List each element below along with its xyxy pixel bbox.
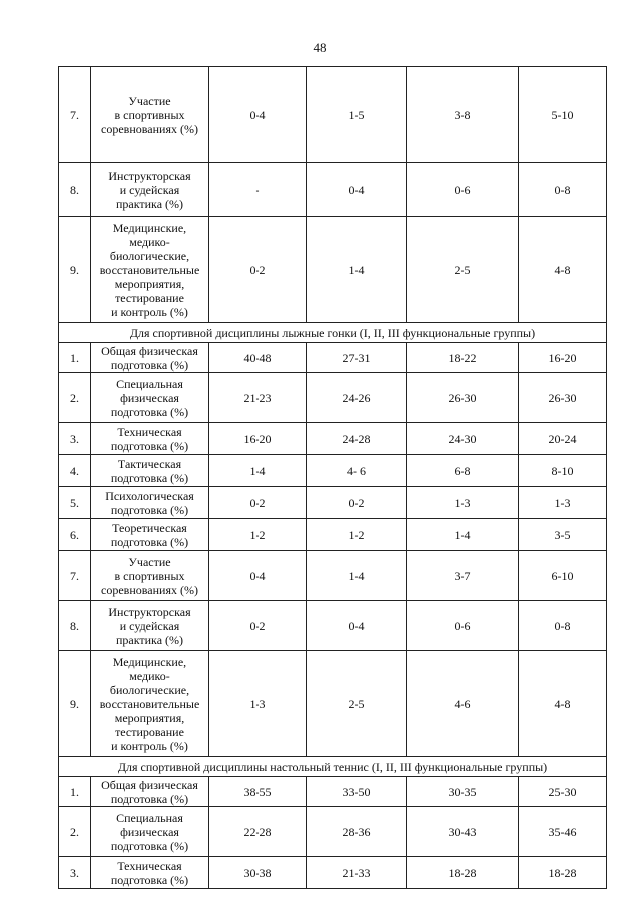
value-cell: 4- 6 [307,455,407,487]
row-label [91,777,209,807]
row-label [91,217,209,323]
row-label-line: соревнованиях (%) [101,582,198,597]
row-label-line: медико- [129,234,170,249]
value-cell: 0-4 [209,551,307,601]
row-label-line: соревнованиях (%) [101,121,198,136]
value-cell: 0-4 [307,163,407,217]
row-label-line: подготовка (%) [110,838,189,853]
value-cell: 5-10 [519,67,607,163]
value-cell: 1-2 [209,519,307,551]
value-cell: 38-55 [209,777,307,807]
value-cell: 0-4 [307,601,407,651]
section-header: Для спортивной дисциплины настольный теннис (I, II, III функциональные группы) [59,757,607,777]
value-cell: 0-2 [209,601,307,651]
row-number: 1. [59,343,91,373]
row-label-line: медико- [129,668,170,683]
row-label-line: Медицинские, [112,654,187,669]
row-label-line: и контроль (%) [111,304,188,319]
row-label-line: тестирование [115,290,184,305]
value-cell: 1-4 [407,519,519,551]
row-label-line: подготовка (%) [110,502,189,517]
value-cell: 16-20 [209,423,307,455]
row-label [91,373,209,423]
value-cell: 24-30 [407,423,519,455]
row-number: 4. [59,455,91,487]
table-row [59,455,607,487]
row-label-line: Специальная [116,810,183,825]
row-label-line: подготовка (%) [110,470,189,485]
value-cell: 3-7 [407,551,519,601]
value-cell: 18-28 [407,857,519,889]
row-label-line: Участие [128,554,171,569]
value-cell: 2-5 [307,651,407,757]
table-row [59,373,607,423]
table-row [59,857,607,889]
row-label-line: практика (%) [115,196,184,211]
row-label-line: Инструкторская [108,604,191,619]
row-label-line: в спортивных [114,568,185,583]
value-cell: 6-8 [407,455,519,487]
value-cell: 0-2 [209,217,307,323]
row-label-line: восстановительные [99,696,200,711]
section-header-row [59,757,607,777]
value-cell: 30-43 [407,807,519,857]
value-cell: 40-48 [209,343,307,373]
row-number: 9. [59,651,91,757]
row-label [91,343,209,373]
row-number: 8. [59,601,91,651]
value-cell: 25-30 [519,777,607,807]
table-row [59,423,607,455]
value-cell: 22-28 [209,807,307,857]
row-number: 7. [59,67,91,163]
table-row [59,651,607,757]
row-label-line: Медицинские, [112,220,187,235]
value-cell: 18-22 [407,343,519,373]
table-row [59,601,607,651]
value-cell: 1-2 [307,519,407,551]
row-number: 1. [59,777,91,807]
table-row [59,777,607,807]
row-label-line: подготовка (%) [110,357,189,372]
value-cell: 1-3 [519,487,607,519]
value-cell: 6-10 [519,551,607,601]
row-label-line: в спортивных [114,107,185,122]
row-label-line: Инструкторская [108,168,191,183]
value-cell: 30-35 [407,777,519,807]
row-label-line: Общая физическая [101,343,198,358]
value-cell: 3-8 [407,67,519,163]
row-label-line: Психологическая [105,488,194,503]
value-cell: 0-2 [307,487,407,519]
row-label-line: Участие [128,93,171,108]
value-cell: 33-50 [307,777,407,807]
row-label-line: тестирование [115,724,184,739]
value-cell: 8-10 [519,455,607,487]
row-label [91,807,209,857]
row-label-line: Техническая [117,858,182,873]
row-label-line: восстановительные [99,262,200,277]
page-number: 48 [313,40,327,55]
table-row [59,519,607,551]
value-cell: 24-26 [307,373,407,423]
value-cell: 35-46 [519,807,607,857]
value-cell: 4-8 [519,651,607,757]
value-cell: 4-6 [407,651,519,757]
value-cell: 1-4 [209,455,307,487]
value-cell: 27-31 [307,343,407,373]
row-number: 2. [59,807,91,857]
row-label-line: практика (%) [115,632,184,647]
value-cell: 21-33 [307,857,407,889]
value-cell: 0-2 [209,487,307,519]
table-row [59,217,607,323]
section-header-row [59,323,607,343]
value-cell: 26-30 [519,373,607,423]
row-label [91,163,209,217]
row-label-line: физическая [120,390,179,405]
row-label-line: Техническая [117,424,182,439]
value-cell: 16-20 [519,343,607,373]
value-cell: 2-5 [407,217,519,323]
value-cell: 20-24 [519,423,607,455]
value-cell: 0-6 [407,163,519,217]
value-cell: 0-8 [519,601,607,651]
value-cell: 26-30 [407,373,519,423]
table-row [59,487,607,519]
row-number: 8. [59,163,91,217]
value-cell: 18-28 [519,857,607,889]
table-row [59,807,607,857]
row-label [91,487,209,519]
row-label-line: Общая физическая [101,777,198,792]
value-cell: 1-4 [307,217,407,323]
row-number: 9. [59,217,91,323]
value-cell: 3-5 [519,519,607,551]
value-cell: 0-8 [519,163,607,217]
row-label [91,519,209,551]
row-label-line: подготовка (%) [110,534,189,549]
row-label [91,67,209,163]
value-cell: - [209,163,307,217]
row-number: 2. [59,373,91,423]
row-number: 7. [59,551,91,601]
row-label [91,651,209,757]
table-row [59,67,607,163]
table-row [59,551,607,601]
section-header: Для спортивной дисциплины лыжные гонки (I, II, III функциональные группы) [59,323,607,343]
row-label-line: биологические, [109,248,190,263]
row-label-line: биологические, [109,682,190,697]
row-number: 3. [59,423,91,455]
table-row [59,343,607,373]
row-label-line: и судейская [119,618,180,633]
row-number: 6. [59,519,91,551]
value-cell: 28-36 [307,807,407,857]
row-label-line: Специальная [116,376,183,391]
row-label-line: физическая [120,824,179,839]
value-cell: 1-3 [209,651,307,757]
row-label-line: мероприятия, [114,276,185,291]
row-label-line: подготовка (%) [110,438,189,453]
row-label-line: подготовка (%) [110,872,189,887]
value-cell: 4-8 [519,217,607,323]
row-label-line: и контроль (%) [111,738,188,753]
row-label [91,857,209,889]
value-cell: 24-28 [307,423,407,455]
value-cell: 1-3 [407,487,519,519]
value-cell: 21-23 [209,373,307,423]
training-distribution-table [58,66,607,889]
row-label [91,423,209,455]
value-cell: 0-4 [209,67,307,163]
row-number: 3. [59,857,91,889]
row-label-line: мероприятия, [114,710,185,725]
row-label [91,551,209,601]
value-cell: 30-38 [209,857,307,889]
value-cell: 0-6 [407,601,519,651]
row-number: 5. [59,487,91,519]
row-label-line: Тактическая [117,456,182,471]
row-label-line: подготовка (%) [110,791,189,806]
row-label [91,601,209,651]
row-label-line: и судейская [119,182,180,197]
row-label-line: подготовка (%) [110,404,189,419]
row-label-line: Теоретическая [112,520,187,535]
value-cell: 1-5 [307,67,407,163]
row-label [91,455,209,487]
table-row [59,163,607,217]
value-cell: 1-4 [307,551,407,601]
